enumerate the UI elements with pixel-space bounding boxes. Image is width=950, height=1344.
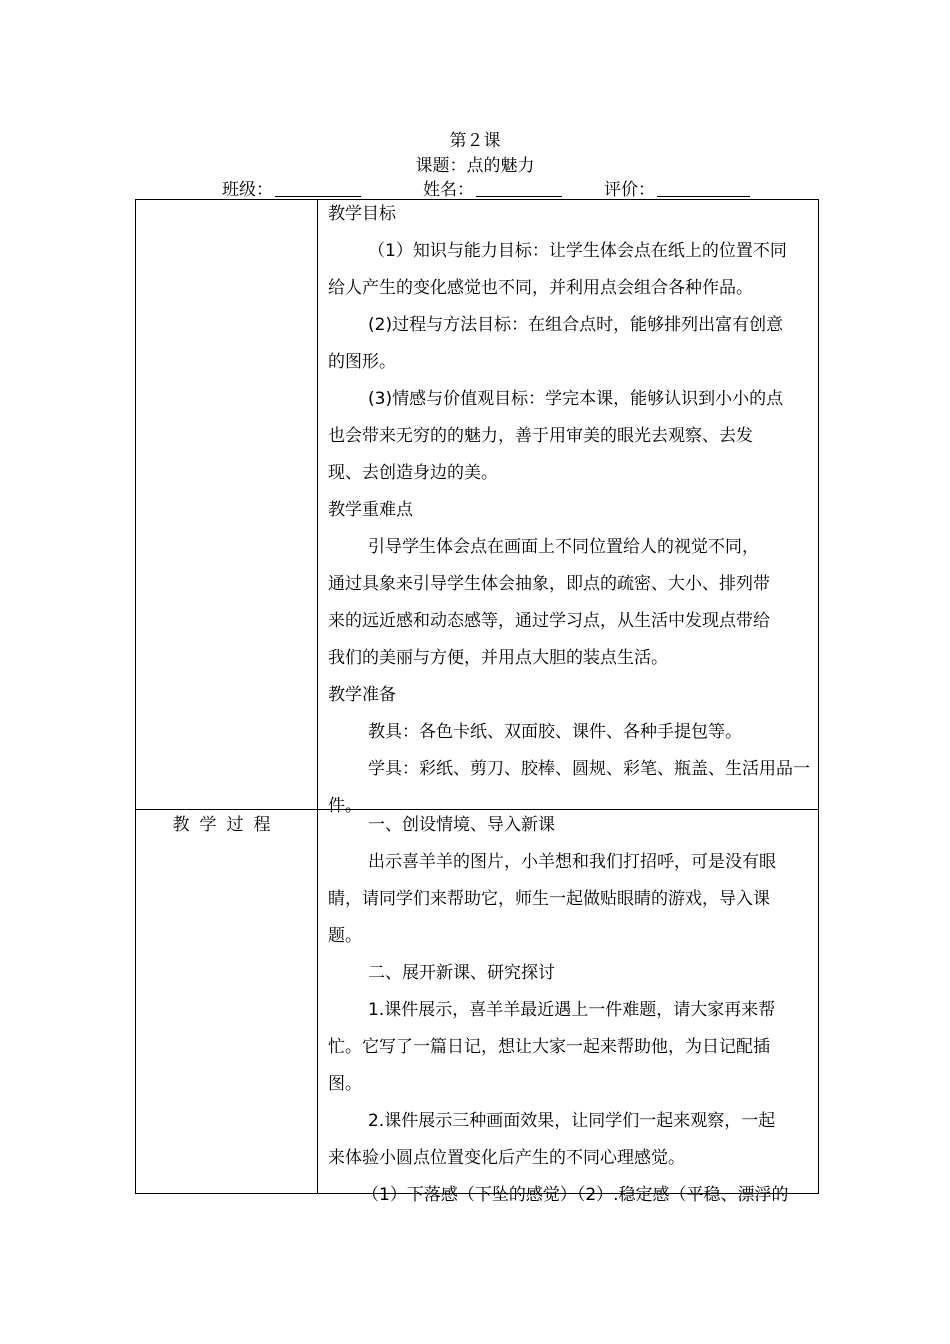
evaluation-blank[interactable] (657, 178, 750, 197)
goal3-line2: 也会带来无穷的的魅力，善于用审美的眼光去观察、去发 (328, 426, 753, 446)
item3-line1: （1）下落感（下坠的感觉）（2）.稳定感（平稳、漂浮的 (362, 1185, 789, 1205)
evaluation-label: 评价： (604, 180, 655, 200)
prep-heading: 教学准备 (328, 685, 396, 705)
keypoints-line4: 我们的美丽与方便，并用点大胆的装点生活。 (328, 648, 668, 668)
goal3-line3: 现、去创造身边的美。 (328, 463, 498, 483)
prep-student-line1: 学具：彩纸、剪刀、胶棒、圆规、彩笔、瓶盖、生活用品一 (368, 759, 810, 779)
item2-line1: 2.课件展示三种画面效果，让同学们一起来观察，一起 (368, 1111, 776, 1131)
class-blank[interactable] (275, 178, 361, 197)
step1-line1: 出示喜羊羊的图片，小羊想和我们打招呼，可是没有眼 (368, 852, 776, 872)
goals-heading: 教学目标 (328, 204, 396, 224)
keypoints-line1: 引导学生体会点在画面上不同位置给人的视觉不同， (368, 537, 759, 557)
item1-line3: 图。 (328, 1074, 362, 1094)
goal2-line1: (2)过程与方法目标：在组合点时，能够排列出富有创意 (368, 315, 784, 335)
step1-heading: 一、创设情境、导入新课 (368, 815, 555, 835)
name-label: 姓名： (423, 180, 474, 200)
process-label: 教学过程 (172, 815, 281, 835)
keypoints-heading: 教学重难点 (328, 500, 413, 520)
goal2-line2: 的图形。 (328, 352, 396, 372)
item1-line2: 忙。它写了一篇日记，想让大家一起来帮助他，为日记配插 (328, 1037, 770, 1057)
goal3-line1: (3)情感与价值观目标：学完本课，能够认识到小小的点 (368, 389, 784, 409)
lesson-number: 第２课 (449, 131, 501, 151)
name-blank[interactable] (476, 178, 562, 197)
column-divider (317, 200, 318, 1193)
prep-teacher: 教具：各色卡纸、双面胶、课件、各种手提包等。 (368, 722, 742, 742)
item2-line2: 来体验小圆点位置变化后产生的不同心理感觉。 (328, 1148, 685, 1168)
step1-line3: 题。 (328, 926, 362, 946)
goal1-line1: （1）知识与能力目标：让学生体会点在纸上的位置不同 (368, 241, 787, 261)
step1-line2: 睛，请同学们来帮助它，师生一起做贴眼睛的游戏，导入课 (328, 889, 770, 909)
lesson-plan-table (135, 199, 819, 1205)
goal1-line2: 给人产生的变化感觉也不同，并利用点会组合各种作品。 (328, 278, 753, 298)
top-right-cell (328, 196, 814, 825)
item1-line1: 1.课件展示，喜羊羊最近遇上一件难题，请大家再来帮 (368, 1000, 776, 1020)
lesson-title: 课题：点的魅力 (415, 156, 535, 176)
keypoints-line3: 来的远近感和动态感等，通过学习点，从生活中发现点带给 (328, 611, 770, 631)
keypoints-line2: 通过具象来引导学生体会抽象，即点的疏密、大小、排列带 (328, 574, 770, 594)
class-label: 班级： (222, 180, 273, 200)
prep-student-line2: 件。 (328, 796, 362, 816)
step2-heading: 二、展开新课、研究探讨 (368, 963, 555, 983)
bottom-right-cell (328, 807, 814, 1214)
